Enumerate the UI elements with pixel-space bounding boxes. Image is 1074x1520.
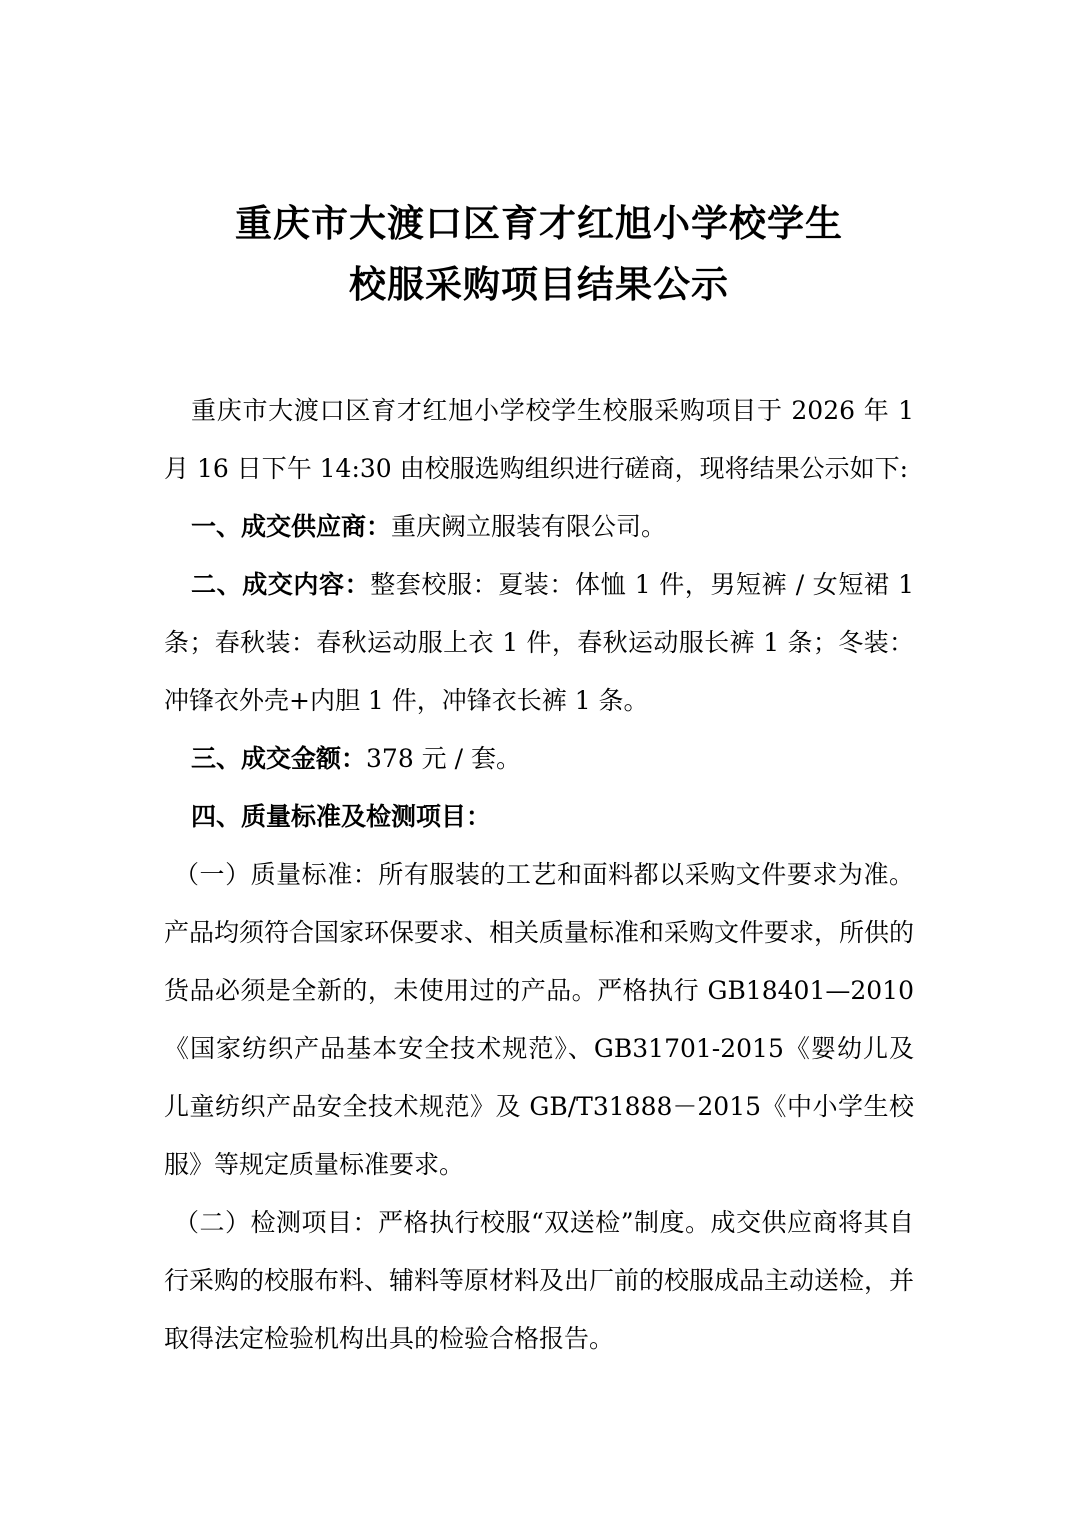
supplier-label: 一、成交供应商： [191,512,392,541]
content-text: 整套校服：夏装：体恤 1 件，男短裤 / 女短裙 1 条；春秋装：春秋运动服上衣 1 件，春秋运动服长裤 1 条；冬装：冲锋衣外壳+内胆 1 件，冲锋衣长裤 1 条。 [164,570,914,715]
supplier-text: 重庆阙立服装有限公司。 [391,512,667,541]
content-paragraph [164,556,914,730]
testing-paragraph: （二）检测项目：严格执行校服“双送检”制度。成交供应商将其自行采购的校服布料、辅料等原材料及出厂前的校服成品主动送检，并取得法定检验机构出具的检验合格报告。 [164,1208,915,1353]
title-line-2: 校服采购项目结果公示 [349,263,729,306]
amount-paragraph [164,730,914,788]
document-body [164,382,914,1368]
amount-text: 378 元 / 套。 [366,744,521,773]
amount-label: 三、成交金额： [191,744,367,773]
document-title [164,193,914,315]
quality-heading [164,788,914,846]
intro-paragraph: 重庆市大渡口区育才红旭小学校学生校服采购项目于 2026 年 1 月 16 日下午 14:30 由校服选购组织进行磋商，现将结果公示如下: [164,396,914,483]
quality-label: 四、质量标准及检测项目： [191,802,492,831]
title-line-1: 重庆市大渡口区育才红旭小学校学生 [235,202,843,245]
quality-standard-paragraph: （一）质量标准：所有服装的工艺和面料都以采购文件要求为准。产品均须符合国家环保要求、相关质量标准和采购文件要求，所供的货品必须是全新的，未使用过的产品。严格执行 GB18401—2010《国家纺织产品基本安全技术规范》、GB31701-2015《婴幼儿及儿童纺织产品安全技术规范》及 GB/T31888－2015《中小学生校服》等规定质量标准要求。 [164,860,915,1179]
content-label: 二、成交内容： [191,570,371,599]
supplier-paragraph [164,498,914,556]
